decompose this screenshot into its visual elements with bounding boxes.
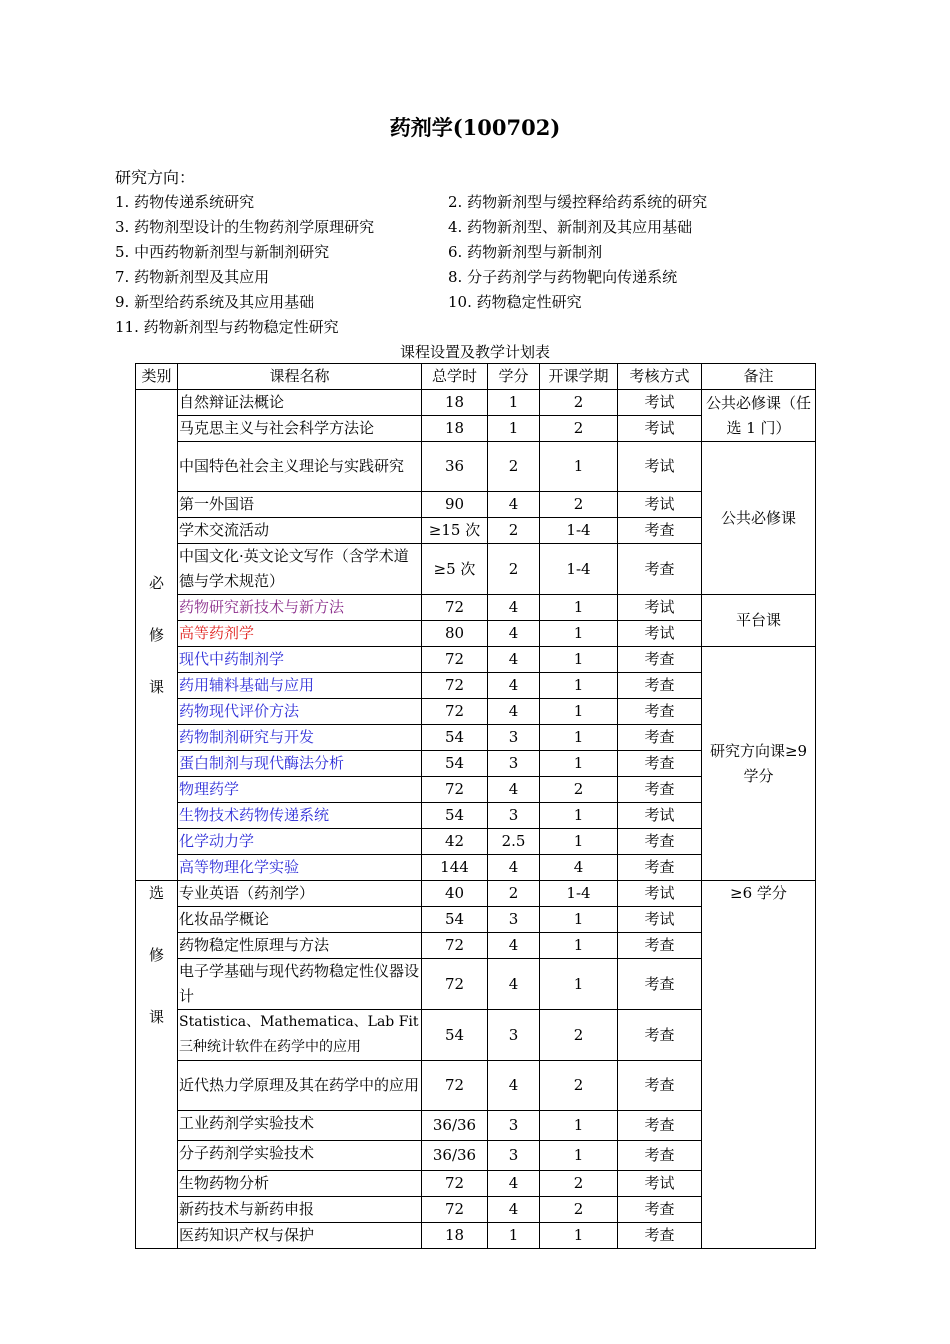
course-hours: 80: [422, 621, 488, 647]
page-title: 药剂学(100702): [389, 115, 561, 140]
course-term: 2: [540, 416, 618, 442]
course-term: 1: [540, 1141, 618, 1171]
course-credits: 3: [488, 751, 540, 777]
course-hours: 36: [422, 442, 488, 492]
course-hours: 54: [422, 907, 488, 933]
course-name: 分子药剂学实验技术: [178, 1141, 422, 1171]
course-name: 高等药剂学: [178, 621, 422, 647]
table-row: [136, 390, 816, 416]
course-name: 药用辅料基础与应用: [178, 673, 422, 699]
course-name: 自然辩证法概论: [178, 390, 422, 416]
course-term: 1-4: [540, 881, 618, 907]
course-hours: 72: [422, 1197, 488, 1223]
course-credits: 4: [488, 1197, 540, 1223]
course-credits: 4: [488, 959, 540, 1010]
direction-item: 3. 药物剂型设计的生物药剂学原理研究: [115, 218, 375, 236]
course-exam: 考查: [618, 673, 702, 699]
header-credits: 学分: [488, 364, 540, 390]
header-exam: 考核方式: [618, 364, 702, 390]
note-public-optional: 公共必修课（任选 1 门）: [702, 390, 816, 442]
direction-item: 5. 中西药物新剂型与新制剂研究: [115, 243, 330, 261]
course-hours: 72: [422, 1171, 488, 1197]
course-name: 专业英语（药剂学）: [178, 881, 422, 907]
course-credits: 1: [488, 1223, 540, 1249]
course-term: 1: [540, 907, 618, 933]
course-exam: 考查: [618, 518, 702, 544]
course-name: 学术交流活动: [178, 518, 422, 544]
course-exam: 考查: [618, 699, 702, 725]
course-credits: 2: [488, 881, 540, 907]
course-name: 药物现代评价方法: [178, 699, 422, 725]
course-term: 1-4: [540, 518, 618, 544]
course-exam: 考试: [618, 907, 702, 933]
header-course-name: 课程名称: [178, 364, 422, 390]
course-hours: 54: [422, 725, 488, 751]
direction-item: 4. 药物新剂型、新制剂及其应用基础: [448, 218, 693, 236]
course-credits: 3: [488, 1111, 540, 1141]
course-credits: 3: [488, 907, 540, 933]
course-term: 1: [540, 829, 618, 855]
course-term: 1: [540, 751, 618, 777]
course-name: 第一外国语: [178, 492, 422, 518]
course-exam: 考查: [618, 855, 702, 881]
course-term: 2: [540, 1061, 618, 1111]
course-term: 1-4: [540, 544, 618, 595]
course-term: 1: [540, 725, 618, 751]
course-exam: 考查: [618, 1061, 702, 1111]
course-hours: 144: [422, 855, 488, 881]
course-credits: 4: [488, 1061, 540, 1111]
course-exam: 考试: [618, 390, 702, 416]
course-hours: 40: [422, 881, 488, 907]
course-name: 药物稳定性原理与方法: [178, 933, 422, 959]
course-hours: 72: [422, 595, 488, 621]
direction-item: 10. 药物稳定性研究: [448, 293, 582, 311]
course-hours: 72: [422, 959, 488, 1010]
course-exam: 考试: [618, 442, 702, 492]
table-row: [136, 595, 816, 621]
course-exam: 考查: [618, 751, 702, 777]
direction-item: 8. 分子药剂学与药物靶向传递系统: [448, 268, 678, 286]
course-name: 中国特色社会主义理论与实践研究: [178, 442, 422, 492]
course-exam: 考查: [618, 1197, 702, 1223]
course-hours: 90: [422, 492, 488, 518]
course-hours: ≥5 次: [422, 544, 488, 595]
course-term: 1: [540, 1223, 618, 1249]
course-credits: 4: [488, 492, 540, 518]
course-exam: 考查: [618, 829, 702, 855]
course-name: 近代热力学原理及其在药学中的应用: [178, 1061, 422, 1111]
course-credits: 4: [488, 673, 540, 699]
header-hours: 总学时: [422, 364, 488, 390]
table-row: [136, 442, 816, 492]
course-name: 物理药学: [178, 777, 422, 803]
course-credits: 1: [488, 390, 540, 416]
course-term: 1: [540, 442, 618, 492]
course-term: 1: [540, 673, 618, 699]
note-direction: 研究方向课≥9 学分: [702, 647, 816, 881]
course-term: 1: [540, 647, 618, 673]
course-exam: 考查: [618, 1010, 702, 1061]
course-name: 电子学基础与现代药物稳定性仪器设计: [178, 959, 422, 1010]
course-hours: 72: [422, 777, 488, 803]
course-hours: 18: [422, 416, 488, 442]
course-term: 1: [540, 1111, 618, 1141]
course-exam: 考查: [618, 959, 702, 1010]
course-term: 1: [540, 803, 618, 829]
course-credits: 4: [488, 933, 540, 959]
course-credits: 4: [488, 621, 540, 647]
header-notes: 备注: [702, 364, 816, 390]
note-public-required: 公共必修课: [702, 442, 816, 595]
course-name: 药物制剂研究与开发: [178, 725, 422, 751]
course-exam: 考试: [618, 492, 702, 518]
course-term: 2: [540, 1171, 618, 1197]
course-credits: 4: [488, 777, 540, 803]
course-exam: 考试: [618, 881, 702, 907]
course-exam: 考查: [618, 1111, 702, 1141]
category-elective: 选 修 课: [136, 881, 178, 1249]
course-term: 1: [540, 933, 618, 959]
course-exam: 考试: [618, 595, 702, 621]
course-credits: 4: [488, 647, 540, 673]
course-credits: 2.5: [488, 829, 540, 855]
course-credits: 2: [488, 544, 540, 595]
direction-item: 6. 药物新剂型与新制剂: [448, 243, 603, 261]
direction-item: 11. 药物新剂型与药物稳定性研究: [115, 318, 339, 336]
course-name: 工业药剂学实验技术: [178, 1111, 422, 1141]
course-exam: 考查: [618, 933, 702, 959]
table-header-row: [136, 364, 816, 390]
course-term: 1: [540, 959, 618, 1010]
course-hours: ≥15 次: [422, 518, 488, 544]
course-credits: 3: [488, 1141, 540, 1171]
course-name: 马克思主义与社会科学方法论: [178, 416, 422, 442]
course-term: 1: [540, 699, 618, 725]
course-exam: 考试: [618, 803, 702, 829]
course-exam: 考查: [618, 1223, 702, 1249]
course-name: 化学动力学: [178, 829, 422, 855]
course-name: 高等物理化学实验: [178, 855, 422, 881]
course-hours: 72: [422, 933, 488, 959]
course-name: 药物研究新技术与新方法: [178, 595, 422, 621]
course-name: 新药技术与新药申报: [178, 1197, 422, 1223]
course-hours: 72: [422, 673, 488, 699]
table-row: [136, 647, 816, 673]
course-credits: 3: [488, 803, 540, 829]
course-exam: 考试: [618, 621, 702, 647]
table-row: [136, 881, 816, 907]
course-hours: 42: [422, 829, 488, 855]
course-credits: 4: [488, 699, 540, 725]
course-name: 医药知识产权与保护: [178, 1223, 422, 1249]
course-term: 2: [540, 1010, 618, 1061]
course-table: [135, 363, 816, 1249]
course-hours: 72: [422, 647, 488, 673]
course-hours: 72: [422, 1061, 488, 1111]
course-credits: 2: [488, 442, 540, 492]
direction-item: 7. 药物新剂型及其应用: [115, 268, 270, 286]
direction-item: 2. 药物新剂型与缓控释给药系统的研究: [448, 193, 708, 211]
course-credits: 3: [488, 725, 540, 751]
course-name: 化妆品学概论: [178, 907, 422, 933]
course-term: 4: [540, 855, 618, 881]
course-name: 中国文化·英文论文写作（含学术道德与学术规范）: [178, 544, 422, 595]
directions-heading: 研究方向：: [115, 168, 196, 187]
course-hours: 36/36: [422, 1111, 488, 1141]
course-credits: 2: [488, 518, 540, 544]
category-required: 必 修 课: [136, 390, 178, 881]
course-credits: 4: [488, 855, 540, 881]
table-title: 课程设置及教学计划表: [399, 343, 550, 361]
note-elective: ≥6 学分: [702, 881, 816, 1249]
course-name: 蛋白制剂与现代酶法分析: [178, 751, 422, 777]
course-exam: 考查: [618, 777, 702, 803]
course-hours: 54: [422, 1010, 488, 1061]
course-hours: 54: [422, 751, 488, 777]
direction-item: 1. 药物传递系统研究: [115, 193, 255, 211]
course-credits: 4: [488, 1171, 540, 1197]
course-exam: 考查: [618, 647, 702, 673]
header-category: 类别: [136, 364, 178, 390]
course-hours: 72: [422, 699, 488, 725]
course-term: 1: [540, 595, 618, 621]
course-exam: 考查: [618, 1141, 702, 1171]
course-credits: 3: [488, 1010, 540, 1061]
course-term: 2: [540, 1197, 618, 1223]
course-hours: 54: [422, 803, 488, 829]
course-name: 生物药物分析: [178, 1171, 422, 1197]
course-term: 2: [540, 492, 618, 518]
course-credits: 1: [488, 416, 540, 442]
course-name: 生物技术药物传递系统: [178, 803, 422, 829]
course-term: 1: [540, 621, 618, 647]
course-hours: 36/36: [422, 1141, 488, 1171]
header-term: 开课学期: [540, 364, 618, 390]
course-name: Statistica、Mathematica、Lab Fit 三种统计软件在药学中的应用: [178, 1010, 422, 1061]
course-hours: 18: [422, 390, 488, 416]
course-term: 2: [540, 390, 618, 416]
course-exam: 考试: [618, 1171, 702, 1197]
course-exam: 考查: [618, 725, 702, 751]
course-exam: 考查: [618, 544, 702, 595]
direction-item: 9. 新型给药系统及其应用基础: [115, 293, 315, 311]
course-name: 现代中药制剂学: [178, 647, 422, 673]
course-credits: 4: [488, 595, 540, 621]
course-term: 2: [540, 777, 618, 803]
course-hours: 18: [422, 1223, 488, 1249]
note-platform: 平台课: [702, 595, 816, 647]
course-exam: 考试: [618, 416, 702, 442]
